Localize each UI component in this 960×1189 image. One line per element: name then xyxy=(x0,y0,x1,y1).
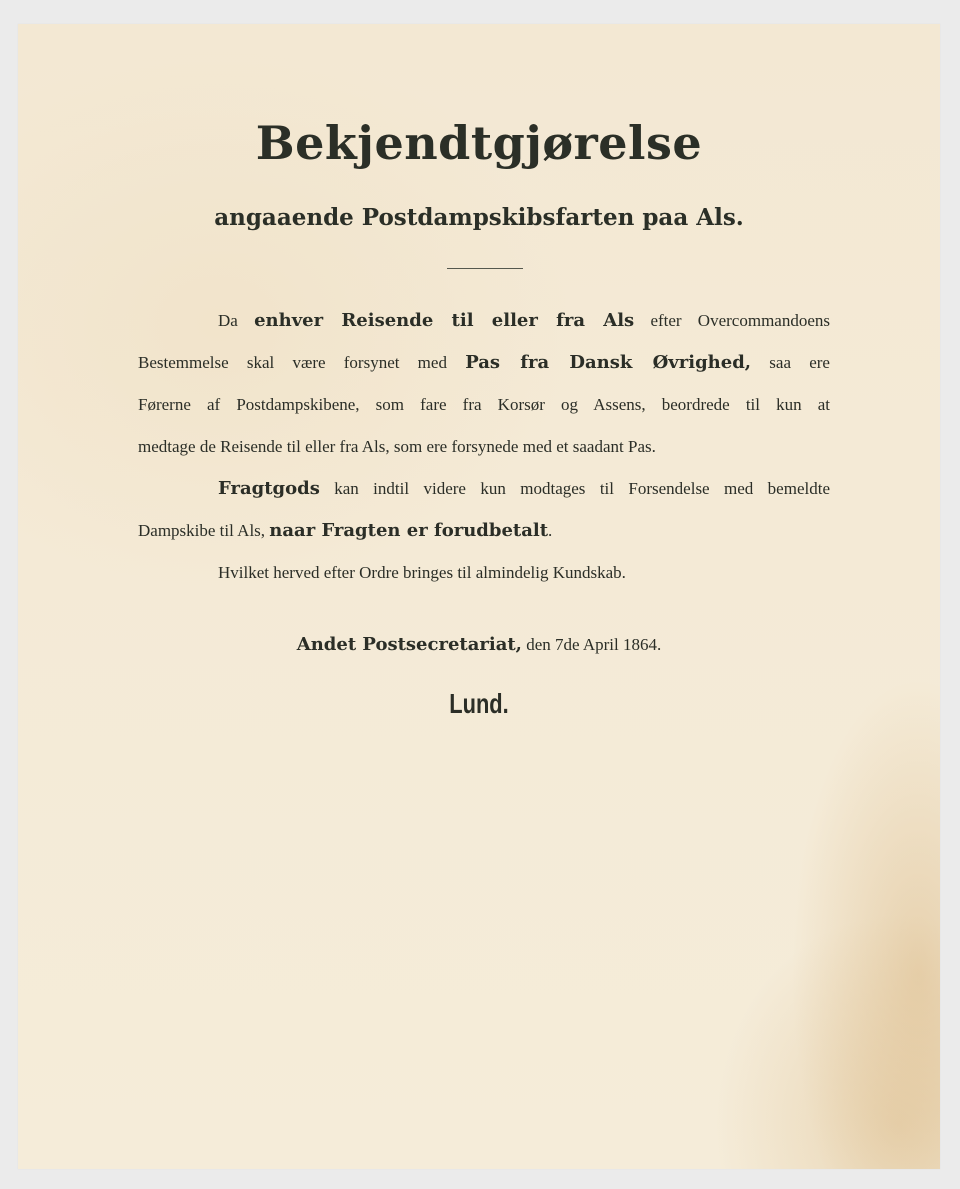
paragraph-proclamation xyxy=(138,552,830,594)
text-run: . xyxy=(548,521,553,540)
office-date-line xyxy=(18,634,940,655)
signer-name: Lund. xyxy=(449,688,509,719)
text-run: medtage de Reisende til eller fra Als, som ere forsynede med et saadant Pas. xyxy=(138,437,656,456)
text-line xyxy=(138,342,830,384)
issuing-office: Andet Postsecretariat, xyxy=(296,634,522,655)
separator-rule xyxy=(447,268,523,269)
text-line xyxy=(138,384,830,426)
text-run: Hvilket herved efter Ordre bringes til almindelig Kundskab. xyxy=(218,563,626,582)
text-run: Bestemmelse skal være forsynet med xyxy=(138,353,466,372)
emphasis-prepaid: naar Fragten er forudbetalt xyxy=(269,520,549,541)
paragraph-freight xyxy=(138,468,830,552)
paragraph-passport-requirement xyxy=(138,300,830,468)
text-line xyxy=(138,426,830,468)
text-line xyxy=(138,468,830,510)
emphasis-danish-passport: Pas fra Dansk Øvrighed, xyxy=(465,352,752,373)
text-run: Da xyxy=(218,311,255,330)
text-run: saa ere xyxy=(751,353,830,372)
document-title: Bekjendtgjørelse xyxy=(255,116,703,170)
text-run: Dampskibe til Als, xyxy=(138,521,270,540)
text-run: efter Overcommandoens xyxy=(634,311,830,330)
text-run: Førerne af Postdampskibene, som fare fra Korsør og Assens, beordrede til kun at xyxy=(138,395,830,414)
text-line xyxy=(138,552,830,594)
emphasis-travellers: enhver Reisende til eller fra Als xyxy=(254,310,635,331)
text-run: kan indtil videre kun modtages til Forsendelse med bemeldte xyxy=(319,479,830,498)
document-subtitle: angaaende Postdampskibsfarten paa Als. xyxy=(214,204,744,231)
text-line xyxy=(138,510,830,552)
issue-date: den 7de April 1864. xyxy=(526,635,662,654)
text-line xyxy=(138,300,830,342)
emphasis-freight: Fragtgods xyxy=(218,478,320,499)
document-page xyxy=(18,24,940,1169)
